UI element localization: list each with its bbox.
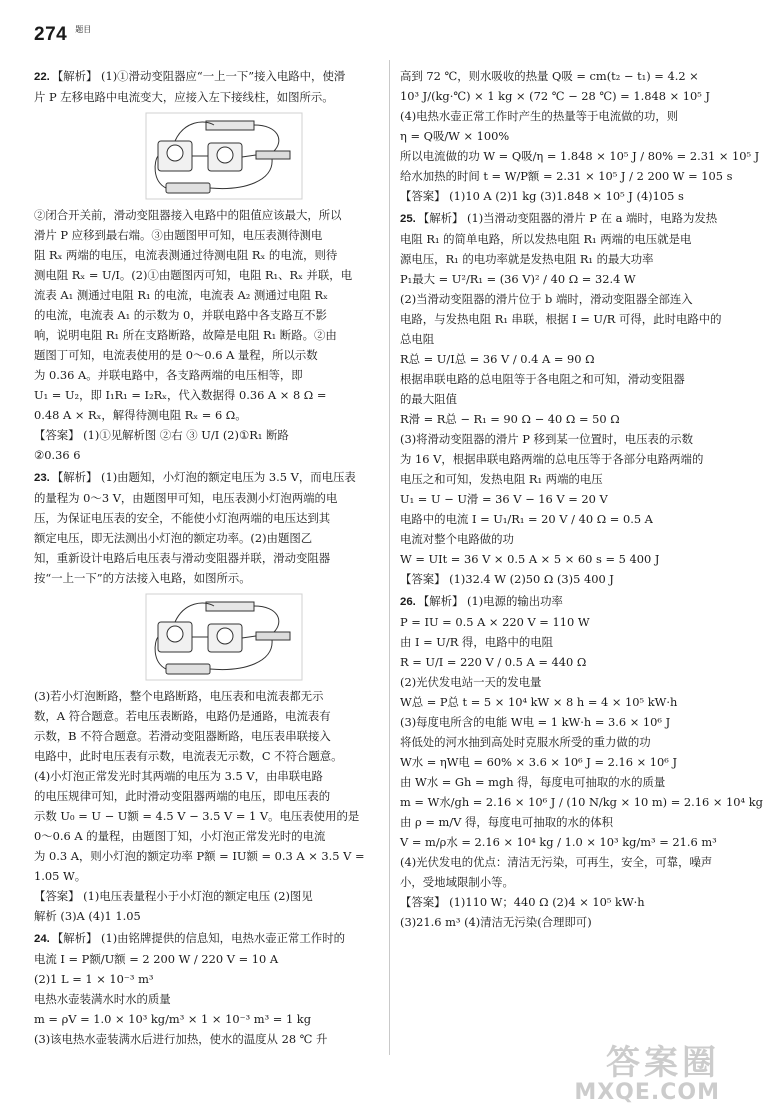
- line-text: 0.48 A × Rₓ，解得待测电阻 Rₓ = 6 Ω。: [34, 408, 247, 422]
- text-line: [400, 369, 720, 389]
- text-line: [34, 568, 378, 588]
- line-text: 1.05 W。: [34, 869, 87, 883]
- text-line: [400, 289, 720, 309]
- text-line: [400, 126, 720, 146]
- text-line: [400, 912, 720, 932]
- line-text: 小，受地域限制小等。: [400, 875, 514, 889]
- right-column: [400, 66, 763, 1061]
- watermark-logo: 答案圈: [606, 1043, 720, 1083]
- text-line: [400, 752, 720, 772]
- text-line: [34, 87, 378, 107]
- circuit-diagram: [144, 592, 304, 682]
- line-text: (3)21.6 m³ (4)清洁无污染(合理即可): [400, 915, 592, 929]
- text-line: [400, 349, 720, 369]
- line-text: η = Q吸/W × 100%: [400, 129, 510, 143]
- text-line: [400, 106, 720, 126]
- watermark-url: MXQE.COM: [574, 1080, 720, 1105]
- text-line: [400, 489, 720, 509]
- text-line: [400, 732, 720, 752]
- text-line: [34, 66, 378, 87]
- text-line: [400, 208, 720, 229]
- line-text: 源电压，R₁ 的电功率就是发热电阻 R₁ 的最大功率: [400, 252, 654, 266]
- text-line: [400, 309, 720, 329]
- line-text: 【答案】 (1)电压表量程小于小灯泡的额定电压 (2)图见: [34, 889, 313, 903]
- line-text: 【答案】 (1)110 W；440 Ω (2)4 × 10⁵ kW·h: [400, 895, 645, 909]
- text-line: [34, 1009, 378, 1029]
- line-text: 高到 72 ℃，则水吸收的热量 Q吸 = cm(t₂ − t₁) = 4.2 ×: [400, 69, 699, 83]
- line-text: 【解析】 (1)由题知，小灯泡的额定电压为 3.5 V，而电压表: [51, 470, 356, 484]
- page-header: [34, 24, 91, 54]
- text-line: [400, 186, 720, 206]
- line-text: P₁最大 = U²/R₁ = (36 V)² / 40 Ω = 32.4 W: [400, 272, 636, 286]
- line-text: R总 = U/I总 = 36 V / 0.4 A = 90 Ω: [400, 352, 595, 366]
- line-text: (2)1 L = 1 × 10⁻³ m³: [34, 972, 154, 986]
- text-line: [34, 325, 378, 345]
- line-text: 根据串联电路的总电阻等于各电阻之和可知，滑动变阻器: [400, 372, 685, 386]
- line-text: (4)小灯泡正常发光时其两端的电压为 3.5 V，由串联电路: [34, 769, 323, 783]
- problem-block: [34, 928, 378, 1049]
- text-line: [400, 792, 763, 812]
- line-text: U₁ = U₂，即 I₁R₁ = I₂Rₓ，代入数据得 0.36 A × 8 Ω =: [34, 388, 327, 402]
- line-text: 【答案】 (1)10 A (2)1 kg (3)1.848 × 10⁵ J (4)105 s: [400, 189, 684, 203]
- line-text: (2)光伏发电站一天的发电量: [400, 675, 542, 689]
- text-line: [34, 906, 378, 926]
- text-line: [400, 852, 720, 872]
- text-line: [34, 425, 378, 445]
- text-line: [34, 528, 378, 548]
- line-text: 由 W水 = Gh = mgh 得，每度电可抽取的水的质量: [400, 775, 666, 789]
- problem-block: [34, 205, 378, 465]
- text-line: [34, 826, 378, 846]
- line-text: (3)该电热水壶装满水后进行加热，使水的温度从 28 ℃ 升: [34, 1032, 328, 1046]
- line-text: 所以电流做的功 W = Q吸/η = 1.848 × 10⁵ J / 80% = 2.31 × 10⁵ J: [400, 149, 760, 163]
- line-text: ②闭合开关前，滑动变阻器接入电路中的阻值应该最大，所以: [34, 208, 342, 222]
- line-text: 流表 A₁ 测通过电阻 R₁ 的电流，电流表 A₂ 测通过电阻 Rₓ: [34, 288, 328, 302]
- line-text: V = m/ρ水 = 2.16 × 10⁴ kg / 1.0 × 10³ kg/m³ = 21.6 m³: [400, 835, 717, 849]
- line-text: 【答案】 (1)32.4 W (2)50 Ω (3)5 400 J: [400, 572, 614, 586]
- problem-block: [34, 467, 378, 588]
- line-text: 的量程为 0～3 V，由题图甲可知，电压表测小灯泡两端的电: [34, 491, 338, 505]
- text-line: [400, 469, 720, 489]
- problem-block: [34, 686, 378, 926]
- line-text: W水 = ηW电 = 60% × 3.6 × 10⁶ J = 2.16 × 10⁶ J: [400, 755, 678, 769]
- text-line: [400, 269, 720, 289]
- text-line: [34, 548, 378, 568]
- text-line: [400, 249, 720, 269]
- text-line: [400, 612, 720, 632]
- text-line: [34, 846, 378, 866]
- text-line: [400, 329, 720, 349]
- line-text: (2)当滑动变阻器的滑片位于 b 端时，滑动变阻器全部连入: [400, 292, 693, 306]
- line-text: 阻 Rₓ 两端的电压，电流表测通过待测电阻 Rₓ 的电流，则待: [34, 248, 338, 262]
- line-text: 的最大阻值: [400, 392, 457, 406]
- column-divider: [389, 60, 390, 1055]
- line-text: 额定电压，即无法测出小灯泡的额定功率。(2)由题图乙: [34, 531, 313, 545]
- line-text: 由 I = U/R 得，电路中的电阻: [400, 635, 554, 649]
- line-text: 响，说明电阻 R₁ 所在支路断路，故障是电阻 R₁ 断路。②由: [34, 328, 337, 342]
- text-line: [400, 166, 733, 186]
- text-line: [400, 146, 760, 166]
- line-text: R滑 = R总 − R₁ = 90 Ω − 40 Ω = 50 Ω: [400, 412, 620, 426]
- line-text: 给水加热的时间 t = W/P额 = 2.31 × 10⁵ J / 2 200 W = 105 s: [400, 169, 733, 183]
- text-line: [400, 632, 720, 652]
- text-line: [34, 265, 378, 285]
- text-line: [34, 928, 378, 949]
- line-text: 电压之和可知，发热电阻 R₁ 两端的电压: [400, 472, 603, 486]
- circuit-diagram: [144, 111, 304, 201]
- page-section-label: 题目: [75, 25, 92, 34]
- line-text: 按“一上一下”的方法接入电路，如图所示。: [34, 571, 251, 585]
- text-line: [400, 429, 720, 449]
- text-line: [34, 305, 378, 325]
- line-text: W总 = P总 t = 5 × 10⁴ kW × 8 h = 4 × 10⁵ kW·h: [400, 695, 678, 709]
- problem-block: [34, 66, 378, 107]
- text-line: [34, 488, 378, 508]
- watermark: [574, 1045, 720, 1105]
- line-text: 【解析】 (1)当滑动变阻器的滑片 P 在 a 端时，电路为发热: [417, 211, 718, 225]
- problem-number: 25.: [400, 213, 416, 225]
- line-text: 【答案】 (1)①见解析图 ②右 ③ U/I (2)①R₁ 断路: [34, 428, 289, 442]
- text-line: [400, 569, 720, 589]
- text-line: [400, 409, 720, 429]
- line-text: 电流 I = P额/U额 = 2 200 W / 220 V = 10 A: [34, 952, 279, 966]
- line-text: (4)电热水壶正常工作时产生的热量等于电流做的功，则: [400, 109, 679, 123]
- text-line: [400, 652, 720, 672]
- text-line: [400, 66, 720, 86]
- text-line: [400, 509, 720, 529]
- text-line: [34, 686, 378, 706]
- line-text: W = UIt = 36 V × 0.5 A × 5 × 60 s = 5 400 J: [400, 552, 660, 566]
- text-line: [400, 692, 720, 712]
- line-text: 片 P 左移电路中电流变大，应接入左下接线柱，如图所示。: [34, 90, 334, 104]
- line-text: 电路中的电流 I = U₁/R₁ = 20 V / 40 Ω = 0.5 A: [400, 512, 653, 526]
- text-line: [400, 86, 720, 106]
- line-text: 压，为保证电压表的安全，不能使小灯泡两端的电压达到其: [34, 511, 331, 525]
- text-line: [34, 285, 378, 305]
- text-line: [34, 766, 378, 786]
- problem-block: [400, 66, 760, 206]
- line-text: 电路，与发热电阻 R₁ 串联，根据 I = U/R 可得，此时电路中的: [400, 312, 722, 326]
- text-line: [34, 405, 378, 425]
- line-text: (3)将滑动变阻器的滑片 P 移到某一位置时，电压表的示数: [400, 432, 694, 446]
- text-line: [34, 786, 378, 806]
- line-text: ②0.36 6: [34, 448, 81, 462]
- line-text: 知，重新设计电路后电压表与滑动变阻器并联，滑动变阻器: [34, 551, 331, 565]
- text-line: [34, 467, 378, 488]
- line-text: m = W水/gh = 2.16 × 10⁶ J / (10 N/kg × 10 m) = 2.16 × 10⁴ kg: [400, 795, 763, 809]
- text-line: [34, 706, 378, 726]
- line-text: 为 16 V，根据串联电路两端的总电压等于各部分电路两端的: [400, 452, 704, 466]
- problem-block: [400, 208, 720, 589]
- line-text: 【解析】 (1)由铭牌提供的信息知，电热水壶正常工作时的: [51, 931, 345, 945]
- text-line: [400, 672, 720, 692]
- text-line: [34, 806, 378, 826]
- line-text: 的电压规律可知，此时滑动变阻器两端的电压，即电压表的: [34, 789, 331, 803]
- line-text: (3)每度电所含的电能 W电 = 1 kW·h = 3.6 × 10⁶ J: [400, 715, 671, 729]
- line-text: (4)光伏发电的优点：清洁无污染，可再生，安全，可靠，噪声: [400, 855, 713, 869]
- line-text: 由 ρ = m/V 得，每度电可抽取的水的体积: [400, 815, 614, 829]
- text-line: [34, 245, 378, 265]
- line-text: 示数 U₀ = U − U额 = 4.5 V − 3.5 V = 1 V。电压表使用的是: [34, 809, 360, 823]
- line-text: 题图丁可知，电流表使用的是 0～0.6 A 量程，所以示数: [34, 348, 318, 362]
- line-text: 电路中，此时电压表有示数，电流表无示数，C 不符合题意。: [34, 749, 343, 763]
- line-text: 电阻 R₁ 的简单电路，所以发热电阻 R₁ 两端的电压就是电: [400, 232, 692, 246]
- line-text: (3)若小灯泡断路，整个电路断路，电压表和电流表都无示: [34, 689, 324, 703]
- text-line: [34, 949, 378, 969]
- text-line: [400, 549, 720, 569]
- line-text: 测电阻 Rₓ = U/I。(2)①由题图丙可知，电阻 R₁、Rₓ 并联，电: [34, 268, 353, 282]
- text-line: [400, 389, 720, 409]
- problem-number: 23.: [34, 472, 50, 484]
- line-text: 为 0.36 A。并联电路中，各支路两端的电压相等，即: [34, 368, 303, 382]
- line-text: 数，A 符合题意。若电压表断路，电路仍是通路，电流表有: [34, 709, 331, 723]
- text-line: [34, 345, 378, 365]
- problem-number: 26.: [400, 596, 416, 608]
- text-line: [34, 989, 378, 1009]
- line-text: 将低处的河水抽到高处时克服水所受的重力做的功: [400, 735, 651, 749]
- problem-number: 24.: [34, 933, 50, 945]
- line-text: 的电流，电流表 A₁ 的示数为 0，并联电路中各支路互不影: [34, 308, 327, 322]
- problem-number: 22.: [34, 71, 50, 83]
- text-line: [400, 591, 720, 612]
- text-line: [34, 866, 378, 886]
- page-number: 274: [34, 24, 68, 45]
- text-line: [34, 508, 378, 528]
- line-text: 电热水壶装满水时水的质量: [34, 992, 171, 1006]
- text-line: [34, 726, 378, 746]
- line-text: m = ρV = 1.0 × 10³ kg/m³ × 1 × 10⁻³ m³ = 1 kg: [34, 1012, 312, 1026]
- line-text: 示数，B 不符合题意。若滑动变阻器断路，电压表串联接入: [34, 729, 331, 743]
- line-text: 【解析】 (1)①滑动变阻器应“一上一下”接入电路中，使滑: [51, 69, 346, 83]
- line-text: 10³ J/(kg·℃) × 1 kg × (72 ℃ − 28 ℃) = 1.848 × 10⁵ J: [400, 89, 710, 103]
- text-line: [34, 746, 378, 766]
- text-line: [34, 969, 378, 989]
- text-line: [400, 229, 720, 249]
- line-text: R = U/I = 220 V / 0.5 A = 440 Ω: [400, 655, 587, 669]
- text-line: [400, 529, 720, 549]
- problem-block: [400, 591, 763, 932]
- text-line: [34, 886, 378, 906]
- line-text: 【解析】 (1)电源的输出功率: [417, 594, 563, 608]
- text-line: [400, 772, 720, 792]
- text-line: [400, 872, 720, 892]
- line-text: 总电阻: [400, 332, 435, 346]
- line-text: 0～0.6 A 的量程，由题图丁知，小灯泡正常发光时的电流: [34, 829, 326, 843]
- text-line: [34, 365, 378, 385]
- text-line: [400, 892, 720, 912]
- text-line: [400, 449, 720, 469]
- line-text: 电流对整个电路做的功: [400, 532, 514, 546]
- line-text: 为 0.3 A，则小灯泡的额定功率 P额 = IU额 = 0.3 A × 3.5 V =: [34, 849, 365, 863]
- line-text: U₁ = U − U滑 = 36 V − 16 V = 20 V: [400, 492, 608, 506]
- text-line: [400, 712, 720, 732]
- text-line: [34, 445, 378, 465]
- text-line: [34, 205, 378, 225]
- text-line: [34, 225, 378, 245]
- line-text: 解析 (3)A (4)1 1.05: [34, 909, 141, 923]
- left-column: [34, 66, 378, 1061]
- text-line: [34, 1029, 378, 1049]
- line-text: 滑片 P 应移到最右端。③由题图甲可知，电压表测待测电: [34, 228, 323, 242]
- line-text: P = IU = 0.5 A × 220 V = 110 W: [400, 615, 590, 629]
- text-line: [400, 832, 720, 852]
- text-line: [34, 385, 378, 405]
- text-line: [400, 812, 720, 832]
